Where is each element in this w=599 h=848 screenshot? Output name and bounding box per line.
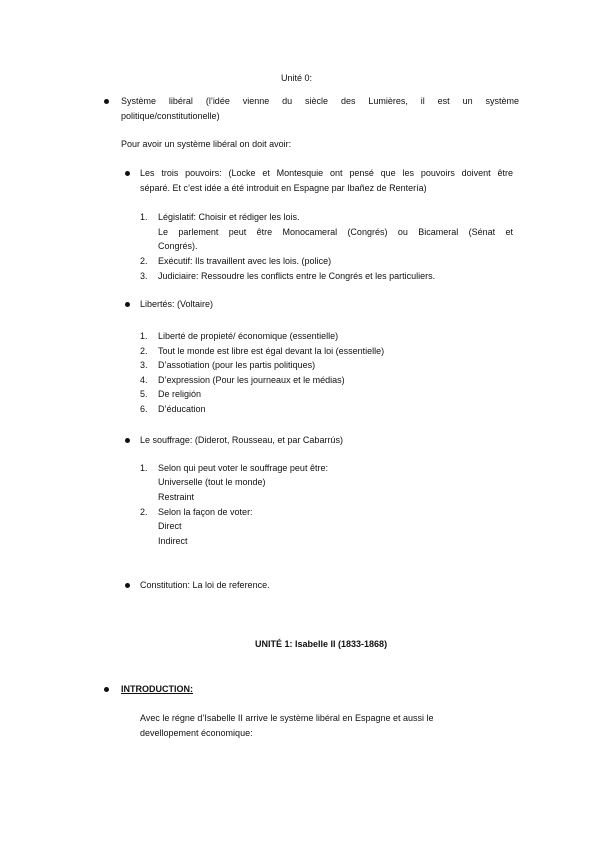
liberte-item: Tout le monde est libre est égal devant la loi (essentielle) <box>158 346 385 356</box>
pouvoirs-line-2: séparé. Et c’est idée a été introduit en Espagne par Ibañez de Rentería) <box>140 183 427 193</box>
list-number: 4. <box>140 375 148 385</box>
suffrage-item-1a: Universelle (tout le monde) <box>158 477 266 487</box>
pouvoirs-line-1: Les trois pouvoirs: (Locke et Montesquie ont pensé que les pouvoirs doivent être <box>140 168 513 178</box>
bullet-icon <box>125 302 130 307</box>
liberte-item: Liberté de propieté/ économique (essentielle) <box>158 331 339 341</box>
list-number: 5. <box>140 389 148 399</box>
unit1-title: UNITÉ 1: Isabelle II (1833-1868) <box>255 639 388 649</box>
suffrage-title: Le souffrage: (Diderot, Rousseau, et par Cabarrús) <box>140 435 343 445</box>
libertes-title: Libertés: (Voltaire) <box>140 299 214 309</box>
pouvoir-legislatif-sub-1: Le parlement peut être Monocameral (Congrés) ou Bicameral (Sénat et <box>158 227 513 237</box>
bullet-icon <box>125 171 130 176</box>
pouvoir-judiciaire: Judiciaire: Ressoudre les conflicts entre le Congrés et les particuliers. <box>158 271 436 281</box>
pouvoir-executif: Exécutif: Ils travaillent avec les lois. (police) <box>158 256 332 266</box>
pouvoir-legislatif: Législatif: Choisir et rédiger les lois. <box>158 212 300 222</box>
list-number: 1. <box>140 463 148 473</box>
systeme-intro: Pour avoir un système libéral on doit avoir: <box>121 139 292 149</box>
bullet-icon <box>125 583 130 588</box>
introduction-heading: INTRODUCTION: <box>121 684 193 694</box>
systeme-line-1: Système libéral (l’idée vienne du siècle des Lumières, il est un système <box>121 96 519 106</box>
liberte-item: D’expression (Pour les journeaux et le médias) <box>158 375 345 385</box>
liberte-item: De religión <box>158 389 202 399</box>
list-number: 1. <box>140 212 148 222</box>
suffrage-item-2a: Direct <box>158 521 182 531</box>
liberte-item: D’éducation <box>158 404 206 414</box>
list-number: 3. <box>140 271 148 281</box>
introduction-line-2: devellopement économique: <box>140 728 253 738</box>
systeme-line-2: politique/constitutionelle) <box>121 111 220 121</box>
bullet-icon <box>104 687 109 692</box>
bullet-icon <box>104 99 109 104</box>
introduction-line-1: Avec le régne d’Isabelle II arrive le système libéral en Espagne et aussi le <box>140 713 434 723</box>
suffrage-item-1: Selon qui peut voter le souffrage peut être: <box>158 463 328 473</box>
list-number: 2. <box>140 256 148 266</box>
suffrage-item-1b: Restraint <box>158 492 195 502</box>
liberte-item: D’assotiation (pour les partis politiques) <box>158 360 316 370</box>
suffrage-item-2: Selon la façon de voter: <box>158 507 253 517</box>
list-number: 6. <box>140 404 148 414</box>
list-number: 2. <box>140 346 148 356</box>
suffrage-item-2b: Indirect <box>158 536 188 546</box>
unit0-title: Unité 0: <box>281 73 313 83</box>
bullet-icon <box>125 438 130 443</box>
list-number: 3. <box>140 360 148 370</box>
list-number: 2. <box>140 507 148 517</box>
list-number: 1. <box>140 331 148 341</box>
pouvoir-legislatif-sub-2: Congrés). <box>158 241 198 251</box>
constitution: Constitution: La loi de reference. <box>140 580 270 590</box>
